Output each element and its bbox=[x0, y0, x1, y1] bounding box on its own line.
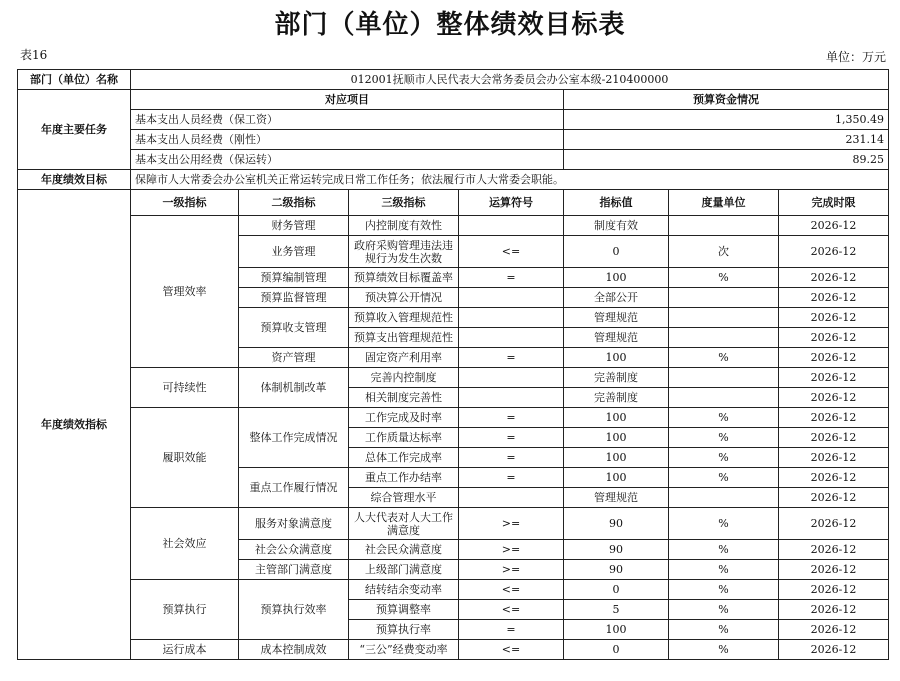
measure-unit: % bbox=[669, 508, 779, 540]
operator bbox=[459, 388, 564, 408]
target-value: 全部公开 bbox=[564, 288, 669, 308]
measure-unit bbox=[669, 216, 779, 236]
level3-indicator: 预算绩效目标覆盖率 bbox=[349, 268, 459, 288]
level1-indicator: 预算执行 bbox=[131, 580, 239, 640]
deadline: 2026-12 bbox=[779, 288, 889, 308]
level2-indicator: 业务管理 bbox=[239, 236, 349, 268]
measure-unit bbox=[669, 388, 779, 408]
indicator-row bbox=[18, 216, 889, 236]
operator: = bbox=[459, 620, 564, 640]
level3-indicator: 综合管理水平 bbox=[349, 488, 459, 508]
level3-indicator: 重点工作办结率 bbox=[349, 468, 459, 488]
deadline: 2026-12 bbox=[779, 620, 889, 640]
indicator-row bbox=[18, 408, 889, 428]
target-value: 5 bbox=[564, 600, 669, 620]
measure-unit bbox=[669, 368, 779, 388]
target-value: 100 bbox=[564, 348, 669, 368]
level1-indicator: 社会效应 bbox=[131, 508, 239, 580]
task-row bbox=[18, 150, 889, 170]
task-row bbox=[18, 130, 889, 150]
target-value: 100 bbox=[564, 428, 669, 448]
deadline: 2026-12 bbox=[779, 308, 889, 328]
level2-indicator: 体制机制改革 bbox=[239, 368, 349, 408]
target-value: 100 bbox=[564, 620, 669, 640]
level3-indicator: 工作质量达标率 bbox=[349, 428, 459, 448]
header-val: 指标值 bbox=[564, 190, 669, 216]
level2-indicator: 重点工作履行情况 bbox=[239, 468, 349, 508]
col-budget-header: 预算资金情况 bbox=[564, 90, 889, 110]
target-value: 90 bbox=[564, 540, 669, 560]
goal-row bbox=[18, 170, 889, 190]
level3-indicator: 社会民众满意度 bbox=[349, 540, 459, 560]
goal-label: 年度绩效目标 bbox=[18, 170, 131, 190]
deadline: 2026-12 bbox=[779, 468, 889, 488]
level3-indicator: 政府采购管理违法违规行为发生次数 bbox=[349, 236, 459, 268]
header-l1: 一级指标 bbox=[131, 190, 239, 216]
level3-indicator: 工作完成及时率 bbox=[349, 408, 459, 428]
operator: >= bbox=[459, 560, 564, 580]
target-value: 100 bbox=[564, 448, 669, 468]
level3-indicator: 预算收入管理规范性 bbox=[349, 308, 459, 328]
level3-indicator: 相关制度完善性 bbox=[349, 388, 459, 408]
operator: <= bbox=[459, 580, 564, 600]
goal-text: 保障市人大常委会办公室机关正常运转完成日常工作任务；依法履行市人大常委会职能。 bbox=[131, 170, 889, 190]
task-amount: 89.25 bbox=[564, 150, 889, 170]
measure-unit bbox=[669, 308, 779, 328]
deadline: 2026-12 bbox=[779, 640, 889, 660]
deadline: 2026-12 bbox=[779, 488, 889, 508]
level3-indicator: 内控制度有效性 bbox=[349, 216, 459, 236]
level2-indicator: 预算收支管理 bbox=[239, 308, 349, 348]
indicator-header-row bbox=[18, 190, 889, 216]
col-item-header: 对应项目 bbox=[131, 90, 564, 110]
level3-indicator: 总体工作完成率 bbox=[349, 448, 459, 468]
operator: <= bbox=[459, 600, 564, 620]
level1-indicator: 可持续性 bbox=[131, 368, 239, 408]
task-amount: 1,350.49 bbox=[564, 110, 889, 130]
measure-unit: % bbox=[669, 348, 779, 368]
deadline: 2026-12 bbox=[779, 600, 889, 620]
indicator-row bbox=[18, 508, 889, 540]
operator: >= bbox=[459, 508, 564, 540]
level1-indicator: 履职效能 bbox=[131, 408, 239, 508]
deadline: 2026-12 bbox=[779, 328, 889, 348]
task-item: 基本支出人员经费（刚性） bbox=[131, 130, 564, 150]
target-value: 完善制度 bbox=[564, 388, 669, 408]
performance-table bbox=[17, 69, 889, 660]
operator: = bbox=[459, 468, 564, 488]
target-value: 0 bbox=[564, 236, 669, 268]
level1-indicator: 运行成本 bbox=[131, 640, 239, 660]
level3-indicator: 预算调整率 bbox=[349, 600, 459, 620]
operator: = bbox=[459, 408, 564, 428]
level3-indicator: 预算执行率 bbox=[349, 620, 459, 640]
target-value: 0 bbox=[564, 580, 669, 600]
deadline: 2026-12 bbox=[779, 408, 889, 428]
level2-indicator: 资产管理 bbox=[239, 348, 349, 368]
operator bbox=[459, 368, 564, 388]
header-unit: 度量单位 bbox=[669, 190, 779, 216]
operator: >= bbox=[459, 540, 564, 560]
measure-unit: % bbox=[669, 640, 779, 660]
indicator-label: 年度绩效指标 bbox=[18, 190, 131, 660]
target-value: 90 bbox=[564, 508, 669, 540]
operator bbox=[459, 308, 564, 328]
header-l2: 二级指标 bbox=[239, 190, 349, 216]
operator bbox=[459, 328, 564, 348]
level3-indicator: 结转结余变动率 bbox=[349, 580, 459, 600]
operator: = bbox=[459, 348, 564, 368]
dept-label: 部门（单位）名称 bbox=[18, 70, 131, 90]
indicator-row bbox=[18, 640, 889, 660]
measure-unit: % bbox=[669, 620, 779, 640]
unit-label: 单位：万元 bbox=[825, 50, 886, 64]
target-value: 管理规范 bbox=[564, 488, 669, 508]
level1-indicator: 管理效率 bbox=[131, 216, 239, 368]
level2-indicator: 预算编制管理 bbox=[239, 268, 349, 288]
indicator-row bbox=[18, 580, 889, 600]
measure-unit bbox=[669, 488, 779, 508]
level3-indicator: 人大代表对人大工作满意度 bbox=[349, 508, 459, 540]
level3-indicator: 预决算公开情况 bbox=[349, 288, 459, 308]
level2-indicator: 主管部门满意度 bbox=[239, 560, 349, 580]
operator: = bbox=[459, 428, 564, 448]
task-header-row bbox=[18, 90, 889, 110]
task-item: 基本支出人员经费（保工资） bbox=[131, 110, 564, 130]
measure-unit: % bbox=[669, 268, 779, 288]
deadline: 2026-12 bbox=[779, 348, 889, 368]
level3-indicator: 固定资产利用率 bbox=[349, 348, 459, 368]
operator: = bbox=[459, 448, 564, 468]
level2-indicator: 社会公众满意度 bbox=[239, 540, 349, 560]
level2-indicator: 成本控制成效 bbox=[239, 640, 349, 660]
target-value: 100 bbox=[564, 468, 669, 488]
measure-unit: % bbox=[669, 468, 779, 488]
deadline: 2026-12 bbox=[779, 448, 889, 468]
operator bbox=[459, 216, 564, 236]
measure-unit bbox=[669, 288, 779, 308]
deadline: 2026-12 bbox=[779, 560, 889, 580]
target-value: 完善制度 bbox=[564, 368, 669, 388]
target-value: 100 bbox=[564, 408, 669, 428]
task-row bbox=[18, 110, 889, 130]
deadline: 2026-12 bbox=[779, 508, 889, 540]
level2-indicator: 财务管理 bbox=[239, 216, 349, 236]
deadline: 2026-12 bbox=[779, 268, 889, 288]
measure-unit: % bbox=[669, 560, 779, 580]
level3-indicator: 上级部门满意度 bbox=[349, 560, 459, 580]
target-value: 100 bbox=[564, 268, 669, 288]
level3-indicator: “三公”经费变动率 bbox=[349, 640, 459, 660]
dept-row bbox=[18, 70, 889, 90]
operator: = bbox=[459, 268, 564, 288]
deadline: 2026-12 bbox=[779, 428, 889, 448]
measure-unit: 次 bbox=[669, 236, 779, 268]
level2-indicator: 整体工作完成情况 bbox=[239, 408, 349, 468]
table-number: 表16 bbox=[20, 48, 48, 62]
level2-indicator: 服务对象满意度 bbox=[239, 508, 349, 540]
header-l3: 三级指标 bbox=[349, 190, 459, 216]
measure-unit: % bbox=[669, 600, 779, 620]
target-value: 管理规范 bbox=[564, 328, 669, 348]
target-value: 90 bbox=[564, 560, 669, 580]
deadline: 2026-12 bbox=[779, 388, 889, 408]
deadline: 2026-12 bbox=[779, 540, 889, 560]
measure-unit: % bbox=[669, 448, 779, 468]
operator bbox=[459, 288, 564, 308]
task-amount: 231.14 bbox=[564, 130, 889, 150]
task-item: 基本支出公用经费（保运转） bbox=[131, 150, 564, 170]
measure-unit bbox=[669, 328, 779, 348]
dept-name: 012001抚顺市人民代表大会常务委员会办公室本级-210400000 bbox=[131, 70, 889, 90]
operator bbox=[459, 488, 564, 508]
page-title: 部门（单位）整体绩效目标表 bbox=[274, 10, 626, 40]
deadline: 2026-12 bbox=[779, 368, 889, 388]
annual-task-label: 年度主要任务 bbox=[18, 90, 131, 170]
measure-unit: % bbox=[669, 408, 779, 428]
deadline: 2026-12 bbox=[779, 216, 889, 236]
target-value: 管理规范 bbox=[564, 308, 669, 328]
measure-unit: % bbox=[669, 540, 779, 560]
indicator-row bbox=[18, 368, 889, 388]
operator: <= bbox=[459, 640, 564, 660]
deadline: 2026-12 bbox=[779, 236, 889, 268]
measure-unit: % bbox=[669, 580, 779, 600]
level2-indicator: 预算监督管理 bbox=[239, 288, 349, 308]
level3-indicator: 完善内控制度 bbox=[349, 368, 459, 388]
operator: <= bbox=[459, 236, 564, 268]
header-op: 运算符号 bbox=[459, 190, 564, 216]
measure-unit: % bbox=[669, 428, 779, 448]
target-value: 制度有效 bbox=[564, 216, 669, 236]
deadline: 2026-12 bbox=[779, 580, 889, 600]
header-time: 完成时限 bbox=[779, 190, 889, 216]
target-value: 0 bbox=[564, 640, 669, 660]
level3-indicator: 预算支出管理规范性 bbox=[349, 328, 459, 348]
level2-indicator: 预算执行效率 bbox=[239, 580, 349, 640]
